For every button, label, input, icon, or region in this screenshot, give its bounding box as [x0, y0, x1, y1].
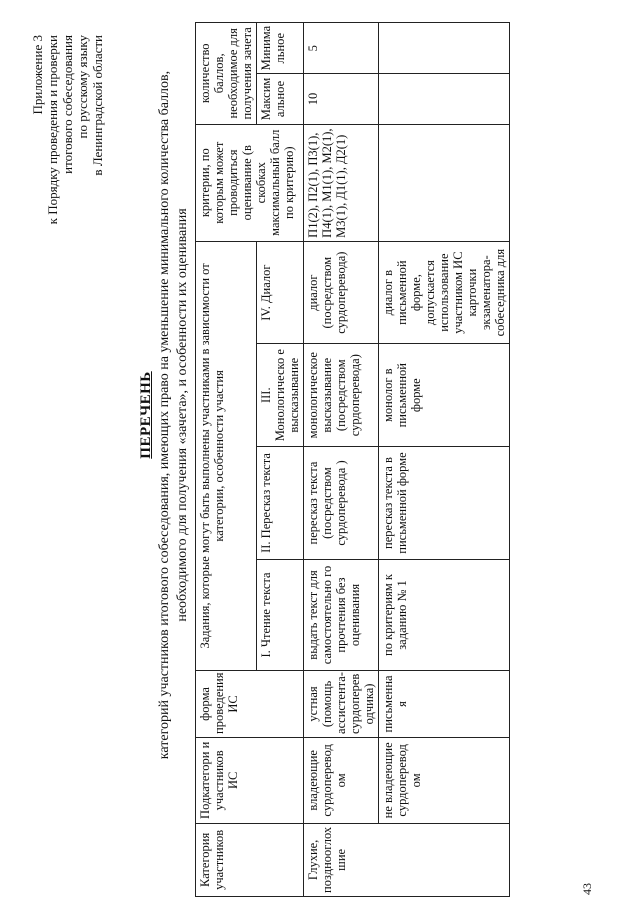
header-criteria: критерии, по которым может проводиться оценивание (в скобках максимальный балл по критерию): [196, 124, 304, 241]
cell-criteria: П1(2), П2(1), П3(1), П4(1), М1(1), М2(1), М3(1), Д1(1), Д2(1): [304, 124, 379, 241]
header-points: количество баллов, необходимое для получения зачета: [196, 23, 257, 125]
document-heading: [137, 35, 192, 795]
table-row: [379, 23, 510, 897]
header-form: форма проведения ИС: [196, 670, 304, 737]
header-task4: IV. Диалог: [257, 241, 304, 344]
table-row: [304, 23, 379, 897]
cell-criteria: [379, 124, 510, 241]
appendix-line: по русскому языку: [75, 35, 90, 139]
document-title: ПЕРЕЧЕНЬ: [138, 371, 154, 459]
header-min: Минима льное: [257, 23, 304, 74]
header-task3: III. Монологическо е высказывание: [257, 344, 304, 447]
header-task1: I. Чтение текста: [257, 560, 304, 671]
cell-subcategory: владеющие сурдоперевод ом: [304, 737, 379, 823]
cell-min: [379, 23, 510, 74]
document-subtitle-line2: необходимого для получения «зачета», и особенности их оценивания: [175, 208, 190, 622]
cell-subcategory: не владеющие сурдоперевод ом: [379, 737, 510, 823]
categories-table: [195, 22, 510, 897]
header-max: Максим альное: [257, 74, 304, 124]
header-tasks: Задания, которые могут быть выполнены участниками в зависимости от категории, особенности участия: [196, 241, 257, 670]
header-subcategory: Подкатегори и участников ИС: [196, 737, 304, 823]
cell-max: 10: [304, 74, 379, 124]
cell-category: Глухие, позднооглох шие: [304, 823, 510, 896]
cell-min: 5: [304, 23, 379, 74]
header-row-1: [196, 23, 257, 897]
header-category: Категория участников: [196, 823, 304, 896]
cell-task3: монолог в письменной форме: [379, 344, 510, 447]
header-task2: II. Пересказ текста: [257, 446, 304, 559]
cell-task2: пересказ текста в письменной форме: [379, 446, 510, 559]
appendix-line: Приложение 3: [30, 35, 45, 115]
cell-task1: выдать текст для самостоятельно го прочтения без оценивания: [304, 560, 379, 671]
cell-task1: по критериям к заданию № 1: [379, 560, 510, 671]
page-number: 43: [580, 883, 594, 895]
cell-max: [379, 74, 510, 124]
document-subtitle-line1: категорий участников итогового собеседования, имеющих право на уменьшение минимального количества баллов,: [157, 70, 172, 760]
cell-task2: пересказ текста (посредством сурдоперевода ): [304, 446, 379, 559]
cell-task4: диалог в письменной форме, допускается использование участником ИС карточки экзаменатора-собеседника для: [379, 241, 510, 344]
appendix-line: к Порядку проведения и проверки: [45, 35, 60, 225]
appendix-line: в Ленинградской области: [90, 35, 105, 176]
cell-task4: диалог (посредством сурдоперевода): [304, 241, 379, 344]
cell-form: устная (помощь ассистента-сурдоперев одчика): [304, 670, 379, 737]
cell-task3: монологическое высказывание (посредством сурдоперевода): [304, 344, 379, 447]
appendix-line: итогового собеседования: [60, 35, 75, 174]
cell-form: письменна я: [379, 670, 510, 737]
appendix-note: [30, 35, 105, 224]
